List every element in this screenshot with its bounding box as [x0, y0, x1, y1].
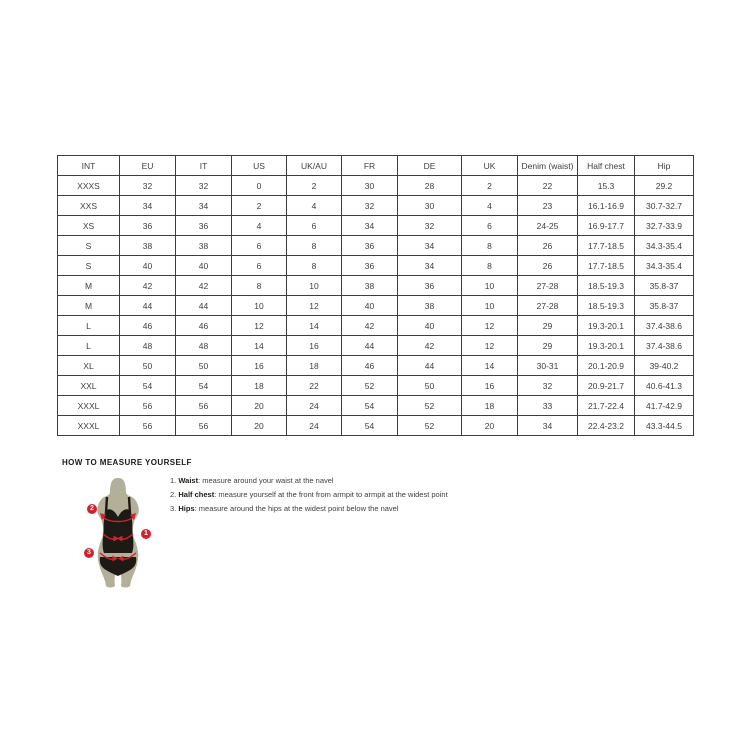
- table-cell: 27-28: [518, 276, 578, 296]
- table-cell: 16: [287, 336, 342, 356]
- table-cell: 16: [462, 376, 518, 396]
- table-cell: S: [58, 256, 120, 276]
- table-cell: 35.8-37: [635, 296, 694, 316]
- table-cell: 34: [120, 196, 176, 216]
- instruction-step: [170, 502, 448, 516]
- size-chart-header-row: [58, 156, 694, 176]
- table-cell: 32: [342, 196, 398, 216]
- column-header-half-chest: Half chest: [578, 156, 635, 176]
- table-cell: 42: [398, 336, 462, 356]
- table-cell: L: [58, 336, 120, 356]
- measure-steps-list: [170, 474, 448, 516]
- table-cell: 16.9-17.7: [578, 216, 635, 236]
- table-cell: 18.5-19.3: [578, 276, 635, 296]
- step-text: : measure yourself at the front from armpit to armpit at the widest point: [214, 490, 448, 499]
- table-cell: 6: [232, 236, 287, 256]
- step-text: : measure around the hips at the widest point below the navel: [194, 504, 399, 513]
- table-cell: 36: [176, 216, 232, 236]
- table-cell: 36: [342, 256, 398, 276]
- table-cell: 8: [462, 236, 518, 256]
- table-cell: L: [58, 316, 120, 336]
- table-cell: 50: [398, 376, 462, 396]
- table-cell: 46: [120, 316, 176, 336]
- table-cell: 14: [462, 356, 518, 376]
- table-cell: 32: [176, 176, 232, 196]
- table-cell: 40.6-41.3: [635, 376, 694, 396]
- table-cell: 41.7-42.9: [635, 396, 694, 416]
- table-cell: 20: [462, 416, 518, 436]
- table-cell: 34: [398, 236, 462, 256]
- table-cell: 22: [518, 176, 578, 196]
- table-cell: 32: [120, 176, 176, 196]
- table-cell: 20.1-20.9: [578, 356, 635, 376]
- table-row: [58, 216, 694, 236]
- table-cell: 29.2: [635, 176, 694, 196]
- table-cell: 14: [232, 336, 287, 356]
- table-cell: XL: [58, 356, 120, 376]
- table-cell: 8: [287, 256, 342, 276]
- table-cell: 39-40.2: [635, 356, 694, 376]
- table-cell: 40: [398, 316, 462, 336]
- table-cell: 19.3-20.1: [578, 336, 635, 356]
- table-cell: 56: [176, 416, 232, 436]
- table-cell: 29: [518, 336, 578, 356]
- table-cell: 17.7-18.5: [578, 256, 635, 276]
- step-label: Half chest: [178, 490, 215, 499]
- table-cell: 30: [398, 196, 462, 216]
- column-header-int: INT: [58, 156, 120, 176]
- table-cell: 24: [287, 416, 342, 436]
- table-cell: 32.7-33.9: [635, 216, 694, 236]
- table-cell: XXXL: [58, 416, 120, 436]
- table-cell: XXXS: [58, 176, 120, 196]
- table-cell: 20: [232, 396, 287, 416]
- table-cell: 18: [287, 356, 342, 376]
- table-cell: 8: [462, 256, 518, 276]
- table-row: [58, 256, 694, 276]
- instruction-step: [170, 474, 448, 488]
- step-number: 3.: [170, 504, 177, 513]
- table-cell: 52: [398, 396, 462, 416]
- table-cell: 38: [176, 236, 232, 256]
- table-cell: 10: [232, 296, 287, 316]
- table-cell: 12: [232, 316, 287, 336]
- table-row: [58, 336, 694, 356]
- table-cell: 56: [120, 416, 176, 436]
- column-header-it: IT: [176, 156, 232, 176]
- table-cell: 4: [232, 216, 287, 236]
- table-cell: 30-31: [518, 356, 578, 376]
- table-cell: M: [58, 276, 120, 296]
- table-row: [58, 356, 694, 376]
- column-header-uk-au: UK/AU: [287, 156, 342, 176]
- table-cell: 35.8-37: [635, 276, 694, 296]
- table-cell: 34.3-35.4: [635, 236, 694, 256]
- table-cell: 46: [342, 356, 398, 376]
- table-cell: 20: [232, 416, 287, 436]
- table-cell: 16.1-16.9: [578, 196, 635, 216]
- figure-badge-hips: 3: [84, 548, 94, 558]
- column-header-uk: UK: [462, 156, 518, 176]
- table-cell: S: [58, 236, 120, 256]
- table-cell: 18: [462, 396, 518, 416]
- table-cell: 12: [287, 296, 342, 316]
- table-cell: 44: [120, 296, 176, 316]
- table-cell: 52: [342, 376, 398, 396]
- step-label: Hips: [178, 504, 195, 513]
- table-row: [58, 416, 694, 436]
- table-cell: 2: [462, 176, 518, 196]
- table-cell: 38: [120, 236, 176, 256]
- table-cell: 19.3-20.1: [578, 316, 635, 336]
- table-cell: XXXL: [58, 396, 120, 416]
- table-row: [58, 396, 694, 416]
- table-cell: 26: [518, 236, 578, 256]
- table-cell: 28: [398, 176, 462, 196]
- size-chart-table: [57, 155, 694, 436]
- table-cell: 50: [176, 356, 232, 376]
- step-text: : measure around your waist at the navel: [198, 476, 334, 485]
- table-cell: XXS: [58, 196, 120, 216]
- table-cell: 42: [120, 276, 176, 296]
- table-cell: XS: [58, 216, 120, 236]
- figure-badge-waist: 1: [141, 529, 151, 539]
- how-to-measure-heading: HOW TO MEASURE YOURSELF: [62, 458, 192, 467]
- table-cell: 54: [120, 376, 176, 396]
- table-cell: 54: [342, 416, 398, 436]
- table-cell: 4: [462, 196, 518, 216]
- table-cell: 8: [287, 236, 342, 256]
- table-row: [58, 236, 694, 256]
- column-header-hip: Hip: [635, 156, 694, 176]
- table-cell: 6: [287, 216, 342, 236]
- table-cell: 30: [342, 176, 398, 196]
- table-cell: 34.3-35.4: [635, 256, 694, 276]
- table-cell: 16: [232, 356, 287, 376]
- table-cell: 48: [120, 336, 176, 356]
- table-cell: 10: [287, 276, 342, 296]
- table-row: [58, 176, 694, 196]
- table-cell: 17.7-18.5: [578, 236, 635, 256]
- table-cell: 40: [176, 256, 232, 276]
- table-cell: 14: [287, 316, 342, 336]
- table-cell: 37.4-38.6: [635, 336, 694, 356]
- table-cell: 24-25: [518, 216, 578, 236]
- figure-badge-half-chest: 2: [87, 504, 97, 514]
- table-cell: 36: [398, 276, 462, 296]
- table-cell: 48: [176, 336, 232, 356]
- table-cell: 44: [398, 356, 462, 376]
- table-cell: 42: [342, 316, 398, 336]
- table-cell: 0: [232, 176, 287, 196]
- table-cell: 34: [342, 216, 398, 236]
- table-cell: 42: [176, 276, 232, 296]
- table-cell: 12: [462, 336, 518, 356]
- table-cell: 43.3-44.5: [635, 416, 694, 436]
- table-cell: 10: [462, 276, 518, 296]
- table-cell: 44: [176, 296, 232, 316]
- step-number: 2.: [170, 490, 177, 499]
- step-label: Waist: [178, 476, 199, 485]
- table-cell: 24: [287, 396, 342, 416]
- table-cell: 33: [518, 396, 578, 416]
- table-cell: 20.9-21.7: [578, 376, 635, 396]
- table-row: [58, 316, 694, 336]
- table-cell: 18: [232, 376, 287, 396]
- table-cell: 34: [398, 256, 462, 276]
- table-cell: 34: [518, 416, 578, 436]
- table-cell: 22.4-23.2: [578, 416, 635, 436]
- table-cell: 10: [462, 296, 518, 316]
- table-cell: 37.4-38.6: [635, 316, 694, 336]
- table-cell: 2: [287, 176, 342, 196]
- table-cell: 4: [287, 196, 342, 216]
- step-number: 1.: [170, 476, 177, 485]
- table-row: [58, 296, 694, 316]
- table-cell: 56: [120, 396, 176, 416]
- column-header-de: DE: [398, 156, 462, 176]
- table-cell: 46: [176, 316, 232, 336]
- column-header-eu: EU: [120, 156, 176, 176]
- size-chart-body: [58, 176, 694, 436]
- table-row: [58, 196, 694, 216]
- table-cell: 6: [462, 216, 518, 236]
- table-cell: 38: [342, 276, 398, 296]
- table-cell: 6: [232, 256, 287, 276]
- table-cell: 32: [518, 376, 578, 396]
- table-cell: 18.5-19.3: [578, 296, 635, 316]
- table-cell: 32: [398, 216, 462, 236]
- table-row: [58, 276, 694, 296]
- measurement-figure: [75, 476, 170, 591]
- table-cell: 40: [342, 296, 398, 316]
- table-cell: 54: [342, 396, 398, 416]
- table-cell: 21.7-22.4: [578, 396, 635, 416]
- table-cell: 2: [232, 196, 287, 216]
- mannequin-illustration: [75, 476, 170, 591]
- table-cell: 30.7-32.7: [635, 196, 694, 216]
- table-cell: 36: [120, 216, 176, 236]
- table-cell: 56: [176, 396, 232, 416]
- column-header-us: US: [232, 156, 287, 176]
- table-cell: 40: [120, 256, 176, 276]
- table-cell: 38: [398, 296, 462, 316]
- table-cell: 26: [518, 256, 578, 276]
- table-cell: 34: [176, 196, 232, 216]
- table-cell: M: [58, 296, 120, 316]
- table-row: [58, 376, 694, 396]
- table-cell: XXL: [58, 376, 120, 396]
- table-cell: 29: [518, 316, 578, 336]
- column-header-fr: FR: [342, 156, 398, 176]
- table-cell: 27-28: [518, 296, 578, 316]
- table-cell: 44: [342, 336, 398, 356]
- table-cell: 54: [176, 376, 232, 396]
- table-cell: 52: [398, 416, 462, 436]
- table-cell: 8: [232, 276, 287, 296]
- table-cell: 23: [518, 196, 578, 216]
- table-cell: 15.3: [578, 176, 635, 196]
- instruction-step: [170, 488, 448, 502]
- table-cell: 22: [287, 376, 342, 396]
- table-cell: 36: [342, 236, 398, 256]
- table-cell: 12: [462, 316, 518, 336]
- column-header-denim-waist-: Denim (waist): [518, 156, 578, 176]
- table-cell: 50: [120, 356, 176, 376]
